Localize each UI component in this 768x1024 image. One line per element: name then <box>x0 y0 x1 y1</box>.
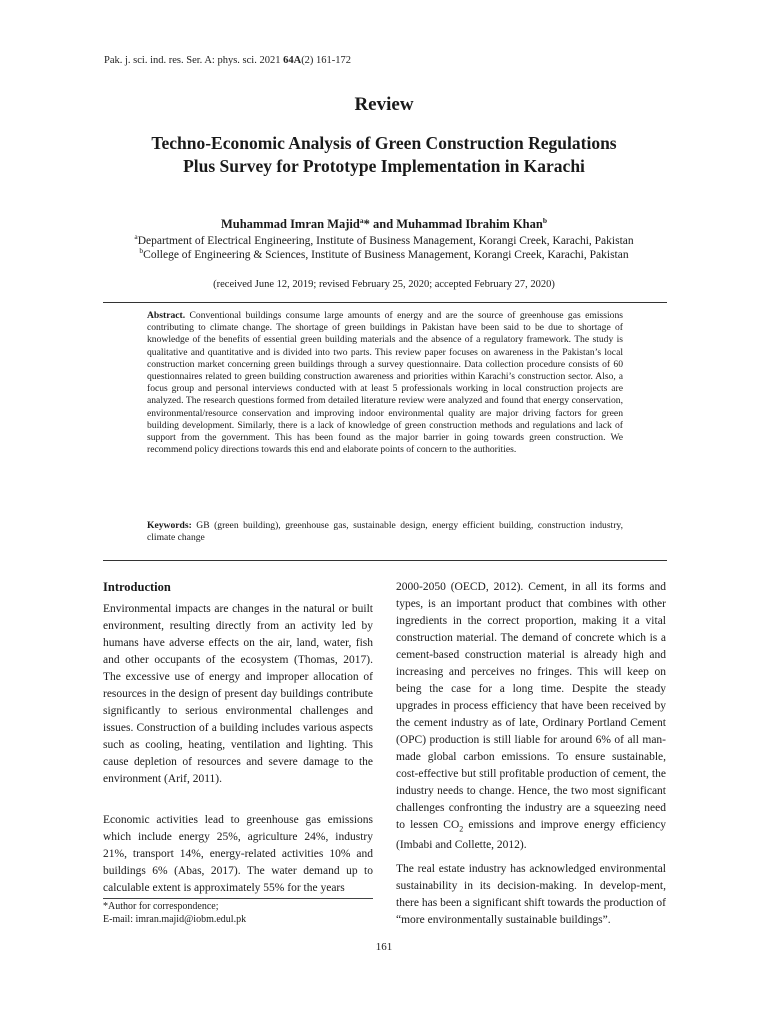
affiliation-b-mark: b <box>139 246 144 256</box>
body-paragraph-2: Economic activities lead to greenhouse gas emissions which include energy 25%, agriculture 24%, industry 21%, transport 14%, energy-related activities 10% and buildings 6% (Abas, 2017). The water demand up to calculable extent is approximately 55% for the years <box>103 814 373 894</box>
bottom-divider <box>103 560 667 561</box>
footnote-divider <box>103 898 373 899</box>
article-type: Review <box>354 94 414 115</box>
paragraph-3-text-a: 2000-2050 (OECD, 2012). Cement, in all its forms and types, is an important product that combines with other ingredients in the correct proportion, making it a vital construction material. The demand of concrete which is a cement-based construction material is already high and increasing and perceives no fringes. This will keep on being the case for a long time. Despite the steady upgrades in process efficiency that have been received by the cement industry as of late, Ordinary Portland Cement (OPC) production is still liable for around 6% of all man-made global carbon emissions. To ensure sustainable, cost-effective but still profitable production of cement, the industry needs to change. Hence, the two most significant challenges confronting the industry are a squeezing need to lessen CO <box>396 581 666 831</box>
author-1: Muhammad Imran Majid <box>220 217 360 231</box>
footnote-email[interactable]: E-mail: imran.majid@iobm.edul.pk <box>103 914 247 925</box>
affiliation-a <box>0 232 768 247</box>
journal-citation <box>104 55 351 66</box>
abstract <box>147 310 623 456</box>
body-paragraph-1: Environmental impacts are changes in the natural or built environment, resulting directly from an activity led by humans have adverse effects on the air, land, water, fish and other occupants of the ecosystem (Thomas, 2017). The excessive use of energy and improper allocation of resources in the design of present day buildings contribute significantly to serious environmental challenges and issues. Construction of a building includes various aspects such as cooling, heating, ventilation and lighting. This cause depletion of resources and severe damage to the environment (Arif, 2011). <box>103 603 373 785</box>
journal-issue-pages: (2) 161-172 <box>301 55 352 66</box>
affiliation-b-text: College of Engineering & Sciences, Institute of Business Management, Korangi Creek, Karachi, Pakistan <box>143 249 629 261</box>
author-2-affil-mark: b <box>542 215 548 225</box>
keywords <box>147 520 623 544</box>
section-heading-introduction: Introduction <box>103 580 171 594</box>
affiliation-b <box>0 246 768 261</box>
received-dates: (received June 12, 2019; revised February 25, 2020; accepted February 27, 2020) <box>213 279 555 290</box>
body-paragraph-3 <box>396 579 666 854</box>
page-number: 161 <box>375 941 393 953</box>
keywords-text: GB (green building), greenhouse gas, sustainable design, energy efficient building, construction industry, climate change <box>147 520 623 544</box>
paper-title: Techno-Economic Analysis of Green Construction Regulations Plus Survey for Prototype Implementation in Karachi <box>151 133 617 176</box>
author-1-affil-mark: a <box>359 215 364 225</box>
author-line <box>0 217 768 232</box>
journal-prefix: Pak. j. sci. ind. res. Ser. A: phys. sci. 2021 <box>104 55 284 66</box>
affiliation-a-text: Department of Electrical Engineering, Institute of Business Management, Korangi Creek, Karachi, Pakistan <box>137 235 634 247</box>
journal-volume: 64A <box>283 55 302 66</box>
abstract-label: Abstract. <box>147 310 186 321</box>
body-paragraph-4: The real estate industry has acknowledged environmental sustainability in its decision-making. In develop-ment, there has been a significant shift towards the production of “more environmentally sustainable buildings”. <box>396 863 666 926</box>
author-2: Muhammad Ibrahim Khan <box>396 217 543 231</box>
keywords-label: Keywords: <box>147 520 192 531</box>
abstract-text: Conventional buildings consume large amounts of energy and are the source of greenhouse gas emissions contributing to climate change. The shortage of green buildings in Pakistan have been said to be due to shortage of knowledge of the benefits of essential green building materials and the absence of a regulatory framework. The study is qualitative and quantitative and is divided into two parts. This review paper focuses on awareness in the Pakistan’s local construction market concerning green buildings through a survey questionnaire. Data collection procedure consists of 60 questionnaires related to green building construction awareness and priorities within Karachi’s construction sector. Also, a focus group and personal interviews conducted with at least 5 professionals working in local construction projects are analyzed. The research questions formed from detailed literature review were analyzed and found that energy conservation, environmental/resource conservation and improving indoor environmental quality are major driving factors for green building development. Similarly, there is a lack of knowledge of green construction methods and regulations and lack of support from the government. This has been found as the major barrier in going towards green construction. We recommend policy directions towards this end and elaborate points of concern to the authorities. <box>147 310 623 456</box>
paragraph-3-text-b: emissions and improve energy efficiency (Imbabi and Collette, 2012). <box>396 819 666 852</box>
corresponding-mark: * <box>363 217 370 231</box>
co2-subscript: 2 <box>459 824 464 834</box>
affiliation-a-mark: a <box>134 232 138 242</box>
top-divider <box>103 302 667 303</box>
footnote-correspondence: *Author for correspondence; <box>103 901 219 912</box>
author-joiner: and <box>369 217 397 231</box>
